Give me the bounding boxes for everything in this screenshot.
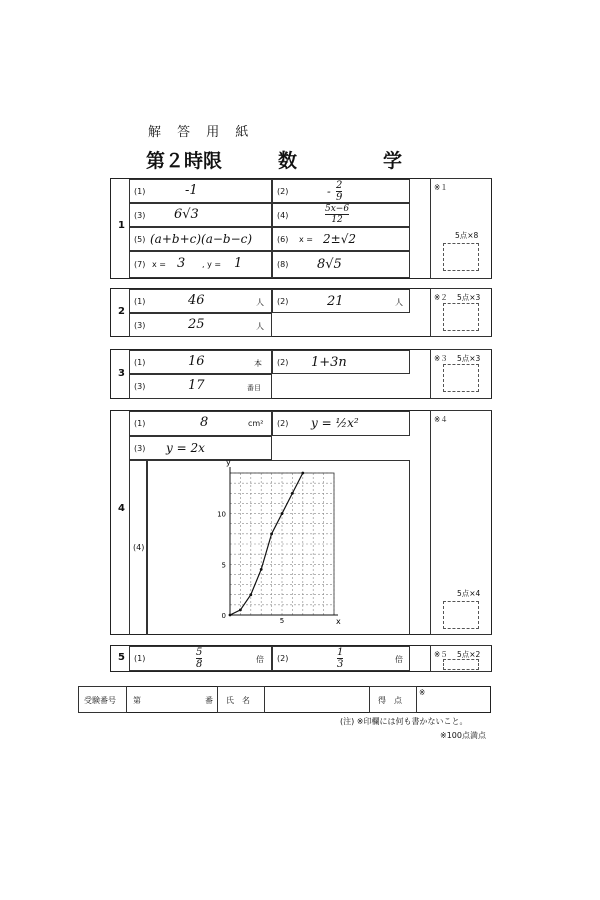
q3-unit-3: 番目	[247, 384, 261, 392]
data-point	[291, 492, 294, 495]
q3-cell-2	[272, 350, 410, 374]
q5-unit-1: 倍	[256, 655, 264, 664]
q2-points: 5点×3	[457, 293, 481, 302]
q2-cell-1	[129, 289, 272, 313]
q4-label-2: (2)	[277, 419, 289, 428]
q4-label-4: (4)	[133, 543, 145, 552]
q3-unit-1: 本	[254, 359, 262, 368]
q4-answer-2: y = ½x²	[311, 416, 359, 430]
q3-label-1: (1)	[134, 358, 146, 367]
note-no-write: (注) ※印欄には何も書かないこと。	[340, 717, 468, 726]
q1-score-cell	[430, 178, 492, 279]
q1-answer-8: 8√5	[317, 257, 342, 272]
q1-cell-7	[129, 251, 272, 278]
y-tick-label: 0	[221, 612, 226, 620]
q1-label-6: (6)	[277, 235, 289, 244]
data-point	[239, 609, 242, 612]
q4-number: 4	[118, 503, 125, 514]
data-point	[229, 614, 232, 617]
q3-score-cell	[430, 349, 492, 399]
q1-answer-4-den: 12	[331, 215, 343, 225]
y-tick-label: 5	[221, 561, 226, 570]
q1-points: 5点×8	[455, 231, 479, 240]
q1-answer-7-y: 1	[234, 256, 243, 271]
data-point	[260, 568, 263, 571]
q2-score-mark: ※２	[434, 293, 448, 302]
score-label: 得 点	[378, 696, 402, 705]
q1-label-1: (1)	[134, 187, 146, 196]
q5-unit-2: 倍	[395, 655, 403, 664]
q2-unit-3: 人	[256, 322, 264, 331]
q1-cell-2	[272, 179, 410, 203]
exam-number-dai: 第	[133, 696, 141, 705]
q3-cell-1	[129, 350, 272, 374]
q4-cell-1	[129, 411, 272, 436]
q1-cell-4	[272, 203, 410, 227]
q1-answer-4-num: 5x−6	[325, 204, 350, 214]
q1-label-2: (2)	[277, 187, 289, 196]
q5-score-cell	[430, 645, 492, 672]
x-axis-label: x	[336, 617, 341, 626]
score-mark: ※	[419, 688, 426, 697]
q3-number: 3	[118, 368, 125, 379]
subject-char-1: 数	[278, 150, 298, 172]
note-full-score: ※100点満点	[440, 731, 486, 740]
q4-label-1: (1)	[134, 419, 146, 428]
q1-cell-1	[129, 179, 272, 203]
q1-answer-2-sign: -	[327, 185, 331, 198]
y-tick-label: 10	[217, 510, 226, 519]
q3-answer-1: 16	[188, 354, 205, 369]
q2-label-1: (1)	[134, 297, 146, 306]
name-label: 氏 名	[226, 696, 250, 705]
q4-score-cell	[430, 410, 492, 635]
q5-label-2: (2)	[277, 654, 289, 663]
q2-answer-1: 46	[188, 293, 205, 308]
q4-score-mark: ※４	[434, 415, 448, 424]
q1-answer-7-x-prefix: x =	[152, 260, 166, 269]
q1-label-7: (7)	[134, 260, 146, 269]
q1-cell-6	[272, 227, 410, 251]
q1-answer-2-num: 2	[336, 180, 343, 191]
q3-cell-3	[129, 374, 272, 399]
data-point	[249, 593, 252, 596]
q1-answer-2-den: 9	[336, 192, 343, 203]
q5-answer-1-den: 8	[196, 659, 203, 670]
q5-score-mark: ※５	[434, 650, 448, 659]
q1-answer-3: 6√3	[174, 207, 199, 222]
data-point	[270, 532, 273, 535]
q3-score-box	[443, 364, 479, 392]
q1-answer-6-prefix: x =	[299, 235, 313, 244]
q5-number: 5	[118, 652, 125, 663]
q3-answer-2: 1+3n	[311, 355, 347, 370]
q1-answer-2-fraction	[336, 180, 342, 203]
q1-label-5: (5)	[134, 235, 146, 244]
q1-answer-5: (a+b+c)(a−b−c)	[150, 232, 253, 246]
data-point	[301, 472, 304, 475]
q5-label-1: (1)	[134, 654, 146, 663]
q1-answer-7-x: 3	[177, 256, 186, 271]
exam-number-label-cell	[78, 686, 127, 713]
q2-score-cell	[430, 288, 492, 337]
q5-cell-1	[129, 646, 272, 671]
q4-label-3: (3)	[134, 444, 146, 453]
q5-answer-2-den: 3	[337, 659, 344, 670]
q4-answer-3: y = 2x	[166, 441, 205, 455]
q4-label-col-4	[129, 460, 147, 635]
q1-answer-4-fraction	[325, 204, 349, 225]
q1-cell-3	[129, 203, 272, 227]
q2-cell-3	[129, 313, 272, 337]
q5-points: 5点×2	[457, 650, 481, 659]
q2-unit-1: 人	[256, 298, 264, 307]
q2-answer-2: 21	[327, 294, 344, 309]
q2-score-box	[443, 303, 479, 331]
q1-cell-5	[129, 227, 272, 251]
exam-number-label: 受験番号	[84, 696, 116, 705]
score-label-cell	[369, 686, 417, 713]
q2-unit-2: 人	[395, 298, 403, 307]
q1-score-mark: ※１	[434, 183, 448, 192]
q3-answer-3: 17	[188, 378, 205, 393]
q3-label-2: (2)	[277, 358, 289, 367]
q1-label-8: (8)	[277, 260, 289, 269]
exam-number-ban: 番	[205, 696, 213, 705]
q4-unit-1: cm²	[248, 419, 264, 428]
q5-cell-2	[272, 646, 410, 671]
q1-answer-1: -1	[185, 183, 198, 198]
q5-answer-2-fraction	[337, 647, 343, 670]
q5-answer-2-num: 1	[337, 647, 344, 658]
q4-graph	[208, 458, 358, 633]
q2-number: 2	[118, 306, 125, 317]
q3-label-3: (3)	[134, 382, 146, 391]
x-tick-label: 5	[279, 617, 285, 625]
q2-cell-2	[272, 289, 410, 313]
q1-cell-8	[272, 251, 410, 278]
q3-score-mark: ※３	[434, 354, 448, 363]
q5-answer-1-fraction	[196, 647, 202, 670]
q2-answer-3: 25	[188, 317, 205, 332]
q1-answer-7-y-prefix: , y =	[202, 260, 222, 269]
q1-label-3: (3)	[134, 211, 146, 220]
footer-row	[78, 686, 491, 713]
q2-label-3: (3)	[134, 321, 146, 330]
name-label-cell	[217, 686, 265, 713]
q4-cell-3	[129, 436, 272, 460]
q4-points: 5点×4	[457, 589, 481, 598]
sheet-title: 解 答 用 紙	[148, 125, 255, 140]
q1-answer-6: 2±√2	[323, 232, 356, 246]
y-axis-label: y	[226, 458, 231, 467]
q4-graph-cell	[147, 460, 410, 635]
q5-score-box	[443, 659, 479, 670]
q1-label-4: (4)	[277, 211, 289, 220]
q4-answer-1: 8	[200, 415, 209, 430]
subject-char-2: 学	[383, 150, 403, 172]
q4-cell-2	[272, 411, 410, 436]
q4-score-box	[443, 601, 479, 629]
q2-label-2: (2)	[277, 297, 289, 306]
q1-score-box	[443, 243, 479, 271]
q5-answer-1-num: 5	[196, 647, 203, 658]
q1-number: 1	[118, 220, 125, 231]
data-point	[281, 512, 284, 515]
q3-points: 5点×3	[457, 354, 481, 363]
period-label: 第２時限	[146, 150, 223, 172]
